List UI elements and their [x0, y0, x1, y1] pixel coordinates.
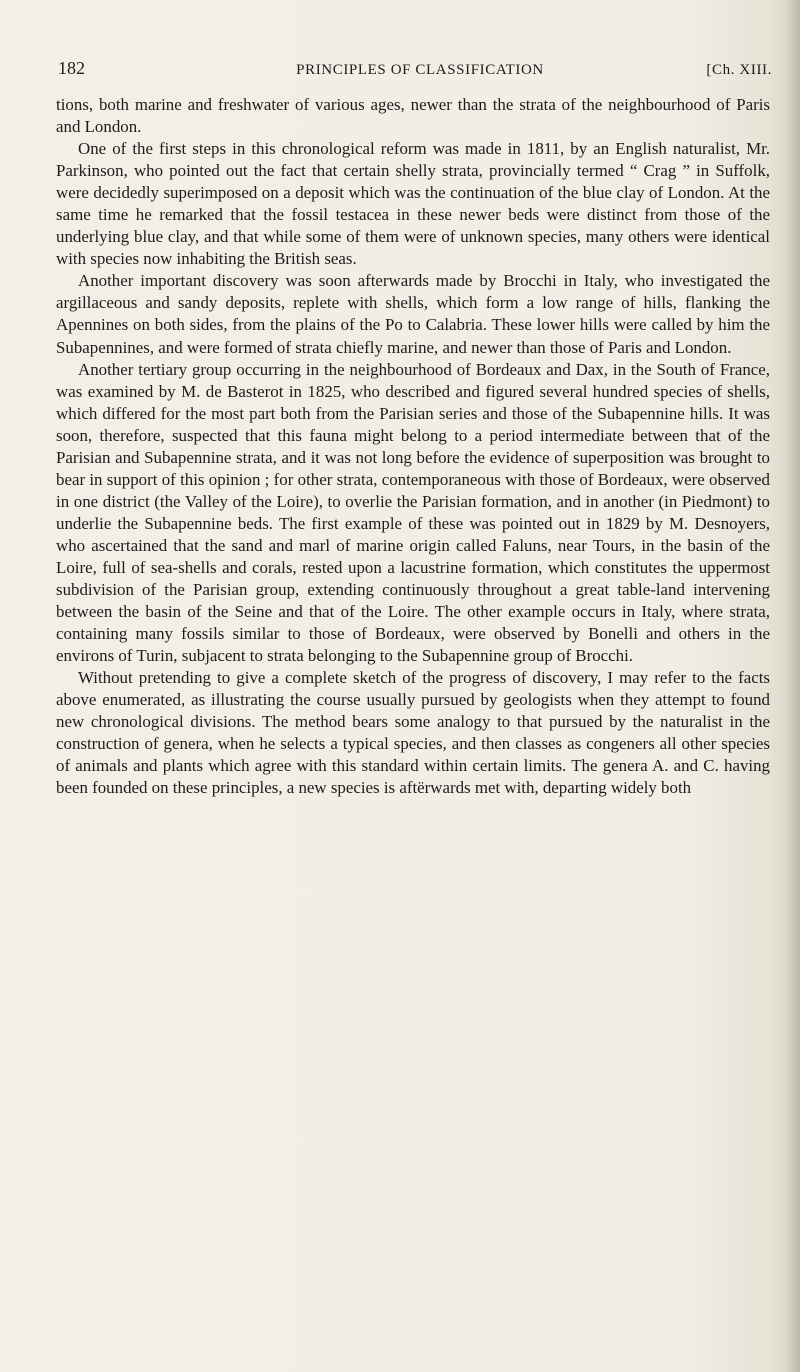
page-number: 182 — [58, 58, 85, 78]
paragraph-continuation: tions, both marine and freshwater of various ages, newer than the strata of the neighbourhood of Paris and London. — [56, 95, 770, 137]
paragraph-brocchi: Another important discovery was soon afterwards made by Brocchi in Italy, who investigated the argillaceous and sandy deposits, replete with shells, which form a low range of hills, flanking the Apennines on both sides, from the plains of the Po to Calabria. These lower hills were called by him the Subapennines, and were formed of strata chiefly marine, and newer than those of Paris and London. — [56, 271, 770, 357]
running-title: PRINCIPLES OF CLASSIFICATION — [296, 62, 544, 78]
page-edge-shadow — [786, 0, 800, 1372]
paragraph-bordeaux: Another tertiary group occurring in the neighbourhood of Bordeaux and Dax, in the South of France, was examined by M. de Basterot in 1825, who described and figured several hundred species of shells, which differed for the most part both from the Parisian series and those of the Subapennine hills. It was soon, therefore, suspected that this fauna might belong to a period intermediate between that of the Parisian and Subapennine strata, and it was not long before the evidence of superposition was brought to bear in support of this opinion ; for other strata, contemporaneous with those of Bordeaux, were observed in one district (the Valley of the Loire), to overlie the Parisian formation, and in another (in Piedmont) to underlie the Subapennine beds. The first example of these was pointed out in 1829 by M. Desnoyers, who ascertained that the sand and marl of marine origin called Faluns, near Tours, in the basin of the Loire, full of sea-shells and corals, rested upon a lacustrine formation, which constitutes the uppermost subdivision of the Parisian group, extending continuously throughout a great table-land intervening between the basin of the Seine and that of the Loire. The other example occurs in Italy, where strata, containing many fossils similar to those of Bordeaux, were observed by Bonelli and others in the environs of Turin, subjacent to strata belonging to the Subapennine group of Brocchi. — [56, 359, 770, 666]
body-text — [56, 94, 770, 800]
paragraph-parkinson: One of the first steps in this chronological reform was made in 1811, by an English naturalist, Mr. Parkinson, who pointed out the fact that certain shelly strata, provincially termed “ Crag ” in Suffolk, were decidedly superimposed on a deposit which was the continuation of the blue clay of London. At the same time he remarked that the fossil testacea in these newer beds were distinct from those of the underlying blue clay, and that while some of them were of unknown species, many others were identical with species now inhabiting the British seas. — [56, 139, 770, 269]
page-header — [58, 58, 772, 86]
paragraph-method: Without pretending to give a complete sketch of the progress of discovery, I may refer to the facts above enumerated, as illustrating the course usually pursued by geologists when they attempt to found new chronological divisions. The method bears some analogy to that pursued by the naturalist in the construction of genera, when he selects a typical species, and then classes as congeners all other species of animals and plants which agree with this standard within certain limits. The genera A. and C. having been founded on these principles, a new species is aftërwards met with, departing widely both — [56, 668, 770, 798]
chapter-label: [Ch. XIII. — [706, 62, 772, 78]
